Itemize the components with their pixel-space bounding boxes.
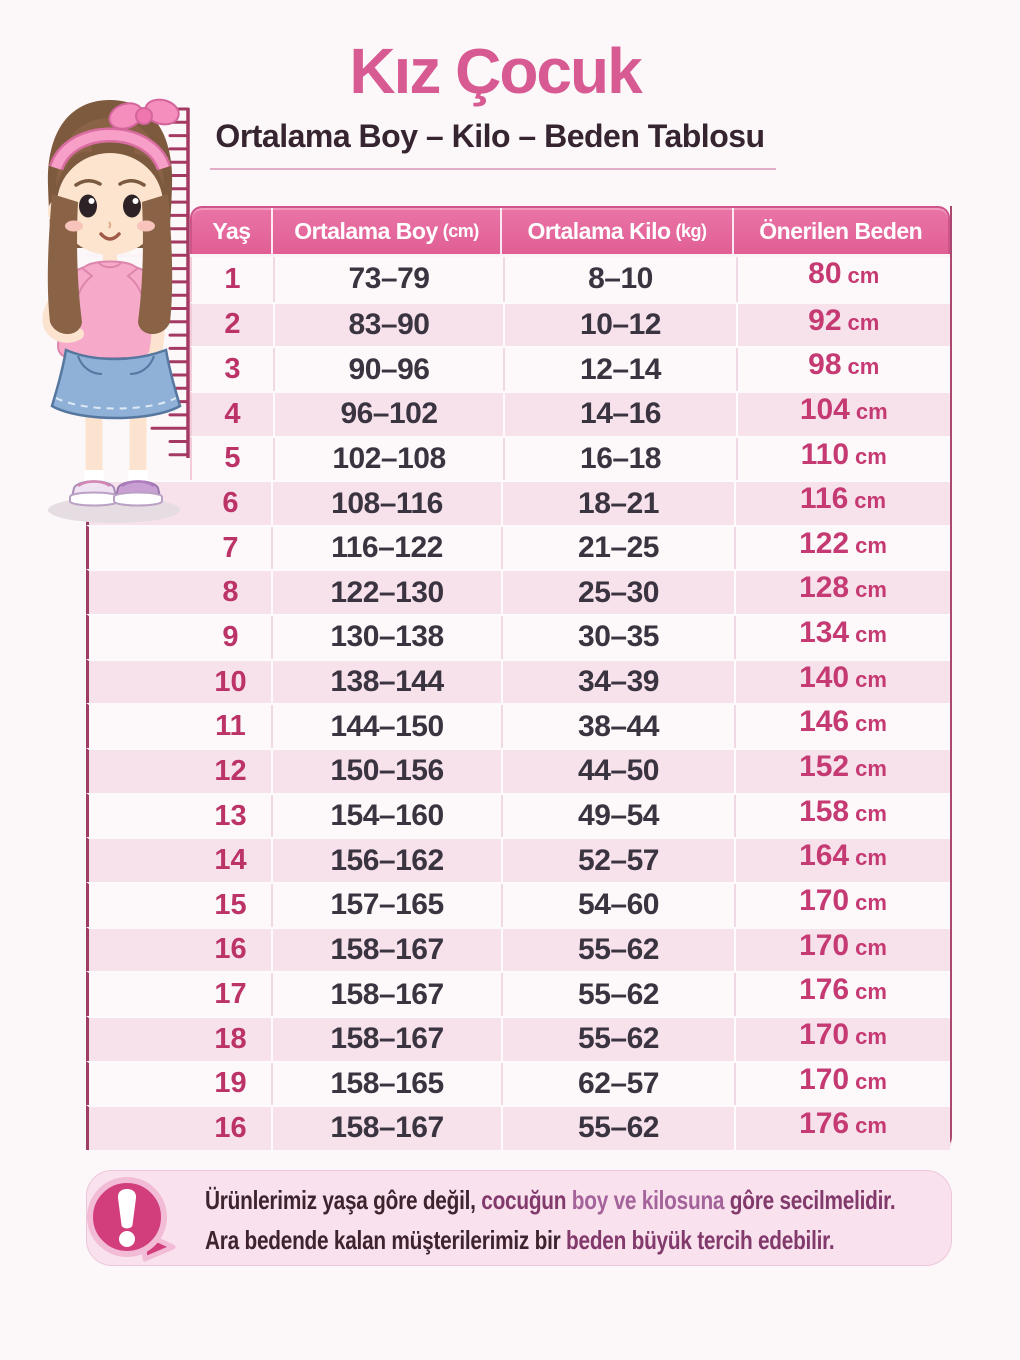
note-seg: gôre secilmelidir.	[729, 1185, 896, 1215]
header-weight	[500, 208, 732, 254]
size-cell	[734, 795, 950, 838]
size-cell	[734, 884, 950, 927]
table-row	[86, 703, 950, 748]
weight-range-cell: 52–57	[501, 839, 734, 882]
weight-range-cell: 49–54	[501, 795, 734, 838]
table-row	[190, 346, 950, 391]
size-cell	[734, 482, 950, 525]
size-cell	[734, 705, 950, 748]
size-cell	[734, 1063, 950, 1106]
size-cell	[734, 839, 950, 882]
table-row	[190, 436, 950, 481]
size-unit: cm	[855, 1068, 887, 1094]
size-cell	[736, 393, 950, 436]
size-value: 152	[799, 750, 850, 784]
note-text	[205, 1180, 896, 1260]
table-row	[86, 1105, 950, 1150]
table-row	[190, 391, 950, 436]
age-cell: 16	[214, 1111, 247, 1144]
age-cell: 15	[214, 888, 247, 921]
size-value: 80	[808, 257, 842, 290]
age-cell: 14	[214, 844, 247, 877]
table-row	[86, 1061, 950, 1106]
note-box	[86, 1170, 952, 1266]
size-cell	[734, 1018, 950, 1061]
age-cell: 11	[215, 710, 246, 743]
height-range-cell: 96–102	[273, 393, 503, 436]
size-cell	[736, 304, 950, 347]
height-range-cell: 158–167	[271, 973, 501, 1016]
age-cell: 18	[214, 1022, 247, 1055]
header-age	[192, 208, 271, 254]
note-seg: Ara bedende kalan müşterilerimiz bir	[205, 1225, 561, 1255]
table-row	[86, 614, 950, 659]
height-range-cell: 90–96	[273, 348, 503, 391]
size-value: 128	[799, 571, 850, 605]
size-value: 170	[799, 883, 850, 917]
size-value: 116	[799, 482, 849, 516]
age-cell: 19	[214, 1067, 247, 1100]
table-row	[190, 302, 950, 347]
height-range-cell: 157–165	[271, 884, 501, 927]
size-cell	[736, 348, 950, 391]
table-row	[86, 569, 950, 614]
note-seg: cocuğun	[481, 1185, 567, 1215]
size-value: 140	[799, 660, 850, 694]
height-range-cell: 150–156	[271, 750, 501, 793]
note-seg: beden büyük tercih edebilir.	[566, 1225, 835, 1255]
weight-range-cell: 30–35	[501, 616, 734, 659]
table-row	[86, 659, 950, 704]
size-value: 170	[799, 1017, 850, 1051]
note-line-1	[205, 1180, 896, 1220]
subtitle-divider	[210, 168, 776, 170]
age-cell: 12	[214, 754, 247, 787]
table-row	[86, 927, 950, 972]
size-unit: cm	[855, 845, 887, 871]
size-unit: cm	[855, 934, 887, 960]
size-cell	[736, 257, 950, 302]
table-header-row	[190, 206, 950, 254]
age-cell: 4	[224, 397, 241, 430]
size-value: 98	[808, 348, 842, 382]
size-cell	[734, 571, 950, 614]
weight-range-cell: 14–16	[503, 393, 736, 436]
size-unit: cm	[855, 711, 887, 737]
age-cell: 1	[224, 262, 241, 295]
height-range-cell: 108–116	[271, 482, 501, 525]
weight-range-cell: 18–21	[501, 482, 734, 525]
header-height-unit: (cm)	[442, 220, 479, 241]
size-unit: cm	[855, 443, 887, 469]
size-unit: cm	[855, 1023, 887, 1049]
height-range-cell: 116–122	[271, 527, 501, 570]
size-unit: cm	[855, 577, 887, 603]
size-value: 170	[799, 928, 850, 962]
size-unit: cm	[847, 354, 880, 380]
size-cell	[734, 1107, 950, 1150]
height-range-cell: 144–150	[271, 705, 501, 748]
size-cell	[734, 661, 950, 704]
header-height-label: Ortalama Boy	[294, 217, 438, 244]
table-body	[86, 254, 950, 1150]
age-cell: 5	[224, 442, 241, 475]
size-value: 176	[799, 1107, 850, 1141]
size-unit: cm	[855, 756, 887, 782]
age-cell: 3	[224, 353, 241, 386]
size-unit: cm	[855, 532, 887, 558]
weight-range-cell: 8–10	[503, 257, 736, 302]
age-cell: 9	[222, 620, 239, 653]
table-row	[190, 257, 950, 302]
note-line-2	[205, 1220, 835, 1260]
table-row	[86, 748, 950, 793]
age-cell: 10	[214, 665, 247, 698]
size-value: 146	[799, 705, 850, 739]
weight-range-cell: 55–62	[501, 1018, 734, 1061]
size-unit: cm	[854, 488, 887, 514]
table-row	[86, 525, 950, 570]
size-cell	[736, 438, 950, 481]
note-seg: boy ve kilosuna	[571, 1185, 725, 1215]
height-range-cell: 156–162	[271, 839, 501, 882]
size-unit: cm	[855, 800, 887, 826]
weight-range-cell: 55–62	[501, 973, 734, 1016]
height-range-cell: 158–165	[271, 1063, 501, 1106]
height-range-cell: 158–167	[271, 1107, 501, 1150]
size-table	[86, 206, 952, 1147]
size-value: 104	[799, 392, 850, 426]
size-cell	[734, 973, 950, 1016]
height-range-cell: 130–138	[271, 616, 501, 659]
table-row	[86, 837, 950, 882]
size-cell	[734, 750, 950, 793]
height-range-cell: 138–144	[271, 661, 501, 704]
page-title: Kız Çocuk	[349, 35, 641, 107]
weight-range-cell: 44–50	[501, 750, 734, 793]
weight-range-cell: 55–62	[501, 1107, 734, 1150]
size-value: 170	[799, 1062, 850, 1096]
size-value: 92	[808, 303, 842, 337]
size-unit: cm	[855, 666, 887, 692]
size-value: 164	[799, 839, 850, 873]
weight-range-cell: 54–60	[501, 884, 734, 927]
weight-range-cell: 12–14	[503, 348, 736, 391]
size-cell	[734, 929, 950, 972]
table-row	[86, 882, 950, 927]
size-cell	[734, 527, 950, 570]
header-age-label: Yaş	[212, 217, 251, 244]
height-range-cell: 83–90	[273, 304, 503, 347]
size-unit: cm	[855, 622, 887, 648]
size-unit: cm	[847, 263, 880, 288]
height-range-cell: 122–130	[271, 571, 501, 614]
weight-range-cell: 34–39	[501, 661, 734, 704]
size-value: 158	[799, 794, 850, 828]
header-size-label: Önerilen Beden	[759, 217, 923, 244]
size-value: 122	[799, 526, 850, 560]
height-range-cell: 73–79	[273, 257, 503, 302]
age-cell: 16	[214, 933, 247, 966]
age-cell: 2	[224, 308, 241, 341]
size-value: 176	[799, 973, 850, 1007]
size-unit: cm	[855, 979, 887, 1005]
weight-range-cell: 10–12	[503, 304, 736, 347]
weight-range-cell: 21–25	[501, 527, 734, 570]
size-value: 134	[799, 616, 850, 650]
size-unit: cm	[855, 398, 888, 424]
table-row	[86, 793, 950, 838]
table-row	[86, 1016, 950, 1061]
height-range-cell: 158–167	[271, 1018, 501, 1061]
height-range-cell: 102–108	[273, 438, 503, 481]
note-seg: Ürünlerimiz yaşa gôre değil,	[205, 1185, 476, 1215]
exclamation-icon	[85, 1173, 177, 1265]
weight-range-cell: 62–57	[501, 1063, 734, 1106]
page-subtitle: Ortalama Boy – Kilo – Beden Tablosu	[215, 118, 765, 154]
age-cell: 13	[214, 799, 247, 832]
age-cell: 6	[222, 487, 239, 520]
table-row	[86, 480, 950, 525]
weight-range-cell: 55–62	[501, 929, 734, 972]
age-cell: 8	[222, 576, 239, 609]
header-weight-unit: (kg)	[675, 220, 707, 241]
table-row	[86, 971, 950, 1016]
size-cell	[734, 616, 950, 659]
age-cell: 7	[222, 531, 239, 564]
weight-range-cell: 38–44	[501, 705, 734, 748]
weight-range-cell: 25–30	[501, 571, 734, 614]
size-value: 110	[800, 437, 850, 471]
size-unit: cm	[855, 889, 887, 915]
header-height	[271, 208, 500, 254]
age-cell: 17	[214, 978, 247, 1011]
size-unit: cm	[847, 309, 880, 335]
header-size	[732, 208, 948, 254]
height-range-cell: 158–167	[271, 929, 501, 972]
size-unit: cm	[855, 1113, 887, 1139]
height-range-cell: 154–160	[271, 795, 501, 838]
weight-range-cell: 16–18	[503, 438, 736, 481]
header-weight-label: Ortalama Kilo	[527, 217, 671, 244]
girl-illustration	[22, 86, 198, 534]
